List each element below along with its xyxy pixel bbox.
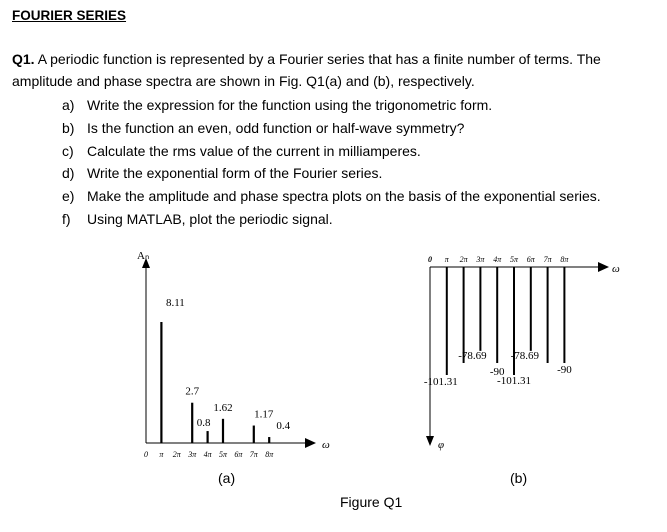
amplitude-data-label: 0.4 (276, 420, 291, 433)
x-tick-label: π (444, 255, 449, 264)
amplitude-data-label: 0.8 (196, 417, 211, 430)
item-text: Make the amplitude and phase spectra plots on the basis of the exponential series. (87, 188, 601, 205)
item-letter: e) (62, 188, 75, 205)
item-text: Write the expression for the function using the trigonometric form. (87, 97, 493, 113)
x-tick-label: 7π (543, 255, 552, 264)
phase-data-label: -90 (557, 363, 572, 376)
x-axis-arrow (598, 262, 609, 272)
x-tick-label: 4π (493, 255, 502, 264)
x-axis-arrow (305, 438, 316, 448)
item-letter: a) (62, 97, 75, 113)
subplot-label-a: (a) (218, 470, 236, 486)
item-text: Write the exponential form of the Fourier series. (87, 165, 383, 182)
amplitude-data-label: 1.17 (254, 408, 274, 421)
x-tick-label: 4π (203, 450, 212, 459)
x-tick-label: 2π (172, 450, 181, 459)
phase-data-label: -78.69 (458, 349, 487, 362)
phase-data-label: -101.31 (497, 375, 531, 387)
y-axis-label: Aₙ (137, 250, 150, 262)
amplitude-data-label: 2.7 (185, 385, 200, 398)
item-letter: c) (62, 142, 74, 159)
phase-spectrum-chart (424, 255, 620, 451)
item-text: Using MATLAB, plot the periodic signal. (87, 210, 333, 227)
amplitude-data-label: 1.62 (213, 401, 233, 414)
y-axis-label: φ (438, 439, 445, 451)
x-tick-label: 6π (526, 255, 535, 264)
x-tick-label: 7π (249, 450, 258, 459)
figure-caption: Figure Q1 (340, 494, 403, 510)
amplitude-spectrum-chart (137, 250, 330, 459)
phase-data-label: -101.31 (423, 376, 458, 388)
subplot-label-b: (b) (510, 470, 528, 486)
x-tick-label: 2π (459, 255, 468, 264)
amplitude-data-label: 8.11 (165, 297, 185, 309)
x-tick-label: 5π (509, 255, 519, 264)
x-tick-label: 6π (234, 450, 243, 459)
question-body: A periodic function is represented by a Fourier series that has a finite number of terms. The amplitude and phase spectra are shown in Fig. Q1(a) and (b), respectively. (12, 51, 601, 89)
item-letter: d) (62, 165, 75, 182)
item-text: Is the function an even, odd function or half-wave symmetry? (87, 119, 465, 136)
x-axis-label: ω (322, 439, 330, 451)
page-heading: FOURIER SERIES (12, 8, 127, 23)
question-number: Q1. (12, 51, 35, 67)
x-tick-label: 3π (188, 450, 197, 459)
item-letter: f) (62, 210, 71, 227)
x-tick-label: π (159, 450, 164, 459)
x-tick-label: 0 (144, 450, 148, 459)
y-axis-arrow (426, 436, 434, 446)
phase-data-label: -90 (489, 365, 505, 378)
x-tick-label: 5π (218, 450, 228, 459)
x-tick-label: 0 (428, 255, 432, 264)
x-tick-label: 8π (560, 255, 569, 264)
phase-data-label: -78.69 (510, 349, 540, 362)
item-letter: b) (62, 119, 75, 136)
item-text: Calculate the rms value of the current in milliamperes. (87, 142, 421, 159)
x-axis-label: ω (612, 263, 620, 275)
x-tick-label: 8π (265, 450, 274, 459)
x-tick-label: 3π (476, 255, 485, 264)
